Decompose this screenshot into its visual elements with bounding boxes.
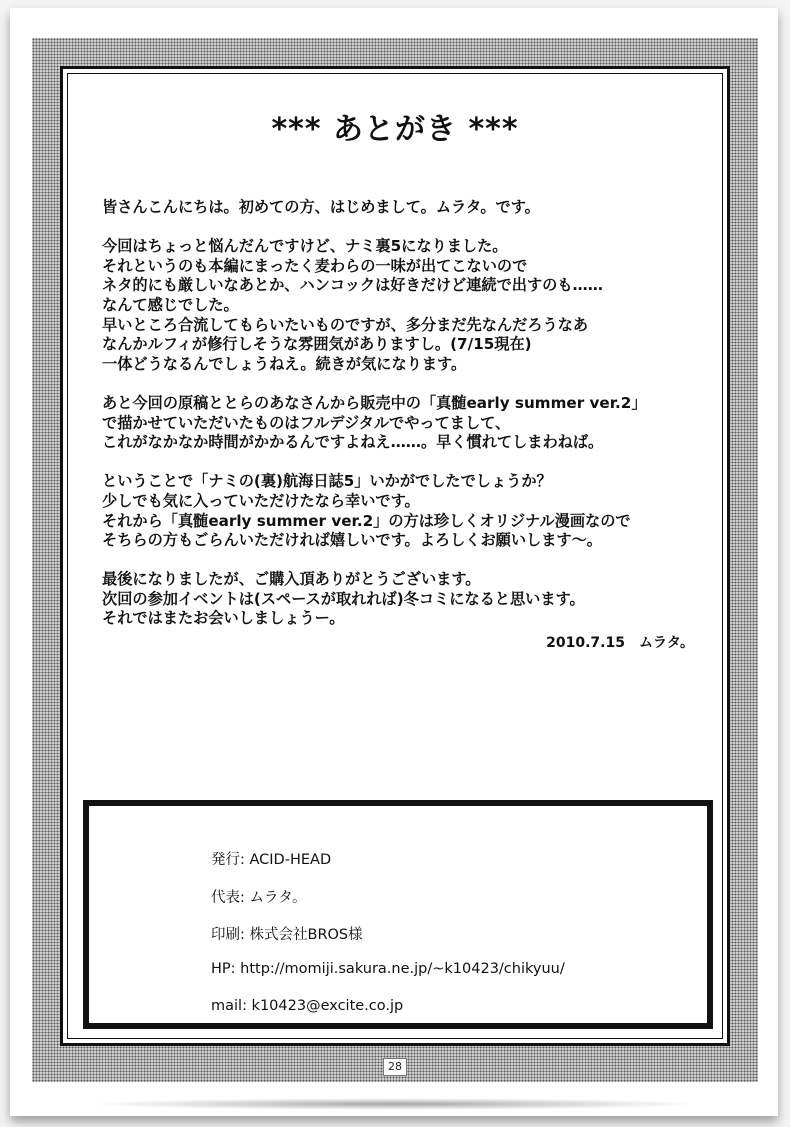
mail-line: mail: k10423@excite.co.jp xyxy=(211,998,404,1014)
paragraph-greeting xyxy=(102,198,702,218)
text-line: 最後になりましたが、ご購入頂ありがとうございます。 xyxy=(102,570,481,589)
paragraph-topic xyxy=(102,237,702,374)
text-line: なんて感じでした。 xyxy=(102,295,239,314)
text-line: 少しでも気に入っていただけたなら幸いです。 xyxy=(102,491,420,510)
afterword-title: *** あとがき *** xyxy=(271,112,519,147)
paragraph-books xyxy=(102,472,702,550)
paragraph-digital xyxy=(102,394,702,453)
text-line: 今回はちょっと悩んだんですけど、ナミ裏5になりました。 xyxy=(102,237,508,256)
text-line: 早いところ合流してもらいたいものですが、多分まだ先なんだろうなあ xyxy=(102,315,588,334)
text-line: 次回の参加イベントは(スペースが取れれば)冬コミになると思います。 xyxy=(102,589,585,608)
text-line: そちらの方もごらんいただければ嬉しいです。よろしくお願いします～。 xyxy=(102,531,602,550)
publisher-line: 発行: ACID-HEAD xyxy=(211,852,332,868)
text-line: で描かせていただいたものはフルデジタルでやってまして、 xyxy=(102,413,511,432)
text-line: あと今回の原稿ととらのあなさんから販売中の「真髄early summer ver.2」 xyxy=(102,393,647,412)
text-line: 一体どうなるんでしょうねえ。続きが気になります。 xyxy=(102,354,467,373)
page-shadow xyxy=(90,1098,700,1110)
paragraph-closing xyxy=(102,570,702,629)
afterword-body xyxy=(102,198,702,629)
date-signature: 2010.7.15 ムラタ。 xyxy=(546,635,694,651)
text-line: ということで「ナミの(裏)航海日誌5」いかがでしたでしょうか？ xyxy=(102,472,552,491)
representative-line: 代表: ムラタ。 xyxy=(211,889,307,906)
page-number: 28 xyxy=(383,1058,407,1076)
homepage-line: HP: http://momiji.sakura.ne.jp/~k10423/chikyuu/ xyxy=(211,960,565,977)
text-line: それというのも本編にまったく麦わらの一味が出てこないので xyxy=(102,256,528,275)
printer-line: 印刷: 株式会社BROS様 xyxy=(211,927,363,943)
text-line: なんかルフィが修行しそうな雰囲気がありますし。(7/15現在) xyxy=(102,335,532,354)
text-line: それではまたお会いしましょうー。 xyxy=(102,609,345,628)
text-line: 皆さんこんにちは。初めての方、はじめまして。ムラタ。です。 xyxy=(102,198,540,216)
colophon-list xyxy=(211,848,565,1036)
text-line: それから「真髄early summer ver.2」の方は珍しくオリジナル漫画なので xyxy=(102,511,631,530)
text-line: これがなかなか時間がかかるんですよねえ……。早く慣れてしまわねば。 xyxy=(102,433,604,452)
text-line: ネタ的にも厳しいなあとか、ハンコックは好きだけど連続で出すのも…… xyxy=(102,276,603,295)
